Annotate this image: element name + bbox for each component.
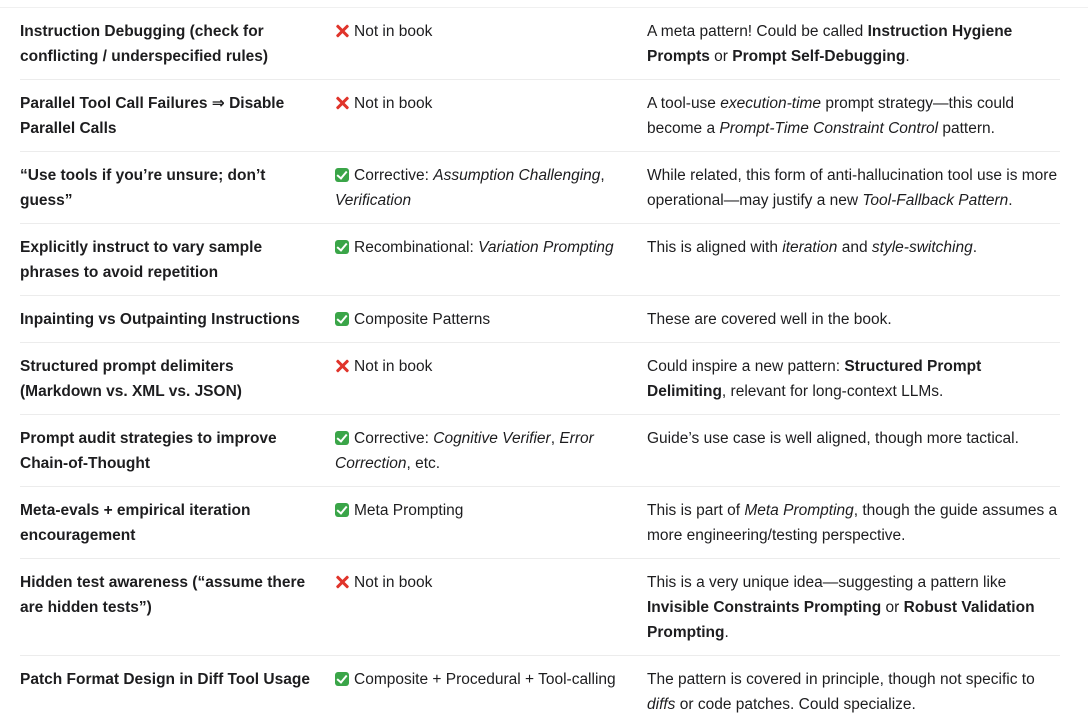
technique-cell: “Use tools if you’re unsure; don’t guess” [20, 167, 266, 209]
text-run: This is a very unique idea—suggesting a pattern like [647, 574, 1007, 591]
text-run: Robust Validation Prompting [647, 599, 1035, 641]
check-mark-icon [335, 503, 349, 517]
notes-cell [647, 570, 1060, 645]
book-coverage-cell [335, 307, 647, 332]
text-run: Composite + Procedural + Tool-calling [354, 671, 616, 688]
technique-cell: Inpainting vs Outpainting Instructions [20, 311, 300, 328]
technique-cell: Explicitly instruct to vary sample phrases to avoid repetition [20, 239, 263, 281]
text-run: , though the guide assumes a more engineering/testing perspective. [647, 502, 1058, 544]
text-run: This is aligned with [647, 239, 783, 256]
check-mark-icon [335, 431, 349, 445]
text-run: Error Correction [335, 430, 594, 472]
text-run: pattern. [938, 120, 995, 137]
text-run: Prompt Self-Debugging [732, 48, 906, 65]
check-mark-icon [335, 168, 349, 182]
book-coverage-cell [335, 570, 647, 645]
check-mark-icon [335, 312, 349, 326]
text-run: Not in book [354, 23, 433, 40]
notes-cell [647, 163, 1060, 213]
text-run: , [550, 430, 560, 447]
text-run: Recombinational: [354, 239, 479, 256]
cross-mark-icon [335, 575, 349, 589]
text-run: or code patches. Could specialize. [675, 696, 916, 713]
text-run: Variation Prompting [478, 239, 614, 256]
table-row [20, 559, 1060, 656]
cross-mark-icon [335, 96, 349, 110]
text-run: Guide’s use case is well aligned, though more tactical. [647, 430, 1019, 447]
text-run: Meta Prompting [744, 502, 854, 519]
text-run: Corrective: [354, 167, 434, 184]
text-run: style-switching [871, 239, 973, 256]
technique-cell: Patch Format Design in Diff Tool Usage [20, 671, 310, 688]
text-run: . [972, 239, 977, 256]
table-row [20, 8, 1060, 80]
table-row [20, 415, 1060, 487]
text-run: Corrective: [354, 430, 434, 447]
cross-mark-icon [335, 24, 349, 38]
book-coverage-cell [335, 163, 647, 213]
table-row [20, 487, 1060, 559]
notes-cell [647, 667, 1060, 717]
technique-cell: Structured prompt delimiters (Markdown vs. XML vs. JSON) [20, 358, 242, 400]
top-edge [0, 0, 1088, 8]
notes-cell [647, 307, 1060, 332]
table-row [20, 80, 1060, 152]
text-run: A tool-use [647, 95, 721, 112]
technique-cell: Hidden test awareness (“assume there are hidden tests”) [20, 574, 306, 616]
table-row [20, 656, 1060, 727]
notes-cell [647, 19, 1060, 69]
text-run: These are covered well in the book. [647, 311, 892, 328]
text-run: Cognitive Verifier [433, 430, 551, 447]
text-run: , [600, 167, 605, 184]
text-run: . [1008, 192, 1013, 209]
notes-cell [647, 91, 1060, 141]
table-row [20, 152, 1060, 224]
text-run: iteration [782, 239, 838, 256]
text-run: , etc. [406, 455, 441, 472]
technique-cell: Prompt audit strategies to improve Chain-of-Thought [20, 430, 277, 472]
text-run: or [709, 48, 733, 65]
text-run: Meta Prompting [354, 502, 464, 519]
text-run: Assumption Challenging [433, 167, 601, 184]
technique-cell: Parallel Tool Call Failures ⇒ Disable Parallel Calls [20, 95, 285, 137]
notes-cell [647, 354, 1060, 404]
table-row [20, 224, 1060, 296]
book-coverage-cell [335, 667, 647, 717]
text-run: Verification [335, 192, 412, 209]
text-run: Could inspire a new pattern: [647, 358, 845, 375]
comparison-table [20, 8, 1060, 727]
text-run: Composite Patterns [354, 311, 491, 328]
notes-cell [647, 498, 1060, 548]
text-run: Not in book [354, 574, 433, 591]
check-mark-icon [335, 240, 349, 254]
text-run: or [881, 599, 904, 616]
table-row [20, 296, 1060, 343]
text-run: execution-time [720, 95, 822, 112]
text-run: A meta pattern! Could be called [647, 23, 868, 40]
text-run: Invisible Constraints Prompting [647, 599, 882, 616]
book-coverage-cell [335, 91, 647, 141]
text-run: Not in book [354, 95, 433, 112]
text-run: . [724, 624, 729, 641]
check-mark-icon [335, 672, 349, 686]
technique-cell: Instruction Debugging (check for conflicting / underspecified rules) [20, 23, 269, 65]
cross-mark-icon [335, 359, 349, 373]
text-run: Tool-Fallback Pattern [862, 192, 1009, 209]
text-run: While related, this form of anti-hallucination tool use is more operational—may justify a new [647, 167, 1058, 209]
text-run: . [905, 48, 910, 65]
text-run: Structured Prompt Delimiting [647, 358, 982, 400]
book-coverage-cell [335, 498, 647, 548]
book-coverage-cell [335, 426, 647, 476]
text-run: prompt strategy—this could become a [647, 95, 1015, 137]
text-run: Not in book [354, 358, 433, 375]
text-run: diffs [647, 696, 676, 713]
text-run: The pattern is covered in principle, though not specific to [647, 671, 1035, 688]
text-run: This is part of [647, 502, 745, 519]
book-coverage-cell [335, 354, 647, 404]
technique-cell: Meta-evals + empirical iteration encouragement [20, 502, 251, 544]
notes-cell [647, 426, 1060, 476]
notes-cell [647, 235, 1060, 285]
book-coverage-cell [335, 235, 647, 285]
text-run: Prompt-Time Constraint Control [719, 120, 939, 137]
text-run: and [837, 239, 872, 256]
book-coverage-cell [335, 19, 647, 69]
text-run: Instruction Hygiene Prompts [647, 23, 1013, 65]
table-row [20, 343, 1060, 415]
text-run: , relevant for long-context LLMs. [721, 383, 944, 400]
